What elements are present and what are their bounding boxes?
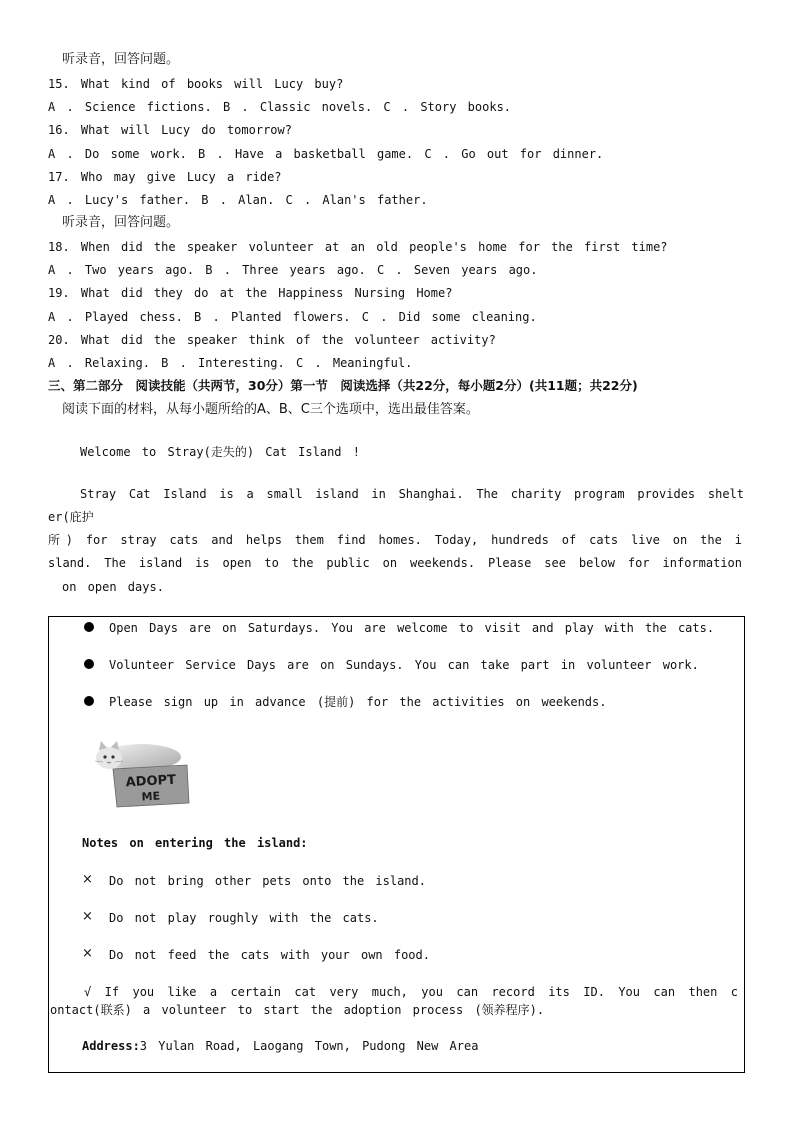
rule-no-rough-play: Do not play roughly with the cats. <box>109 911 379 925</box>
intro-line-4: sland. The island is open to the public on weekends. Please see below for information <box>48 556 742 570</box>
notice-box <box>48 616 745 1073</box>
question-16-options: A . Do some work. B . Have a basketball game. C . Go out for dinner. <box>48 147 604 161</box>
reading-instruction: 阅读下面的材料，从每小题所给的A、B、C三个选项中，选出最佳答案。 <box>62 402 479 417</box>
listening-instruction-2: 听录音，回答问题。 <box>62 215 180 230</box>
question-15-options: A . Science fictions. B . Classic novels. C . Story books. <box>48 100 512 114</box>
question-15: 15. What kind of books will Lucy buy? <box>48 77 344 91</box>
adopt-me-cat-image <box>89 741 197 809</box>
cross-icon: × <box>82 946 93 961</box>
adoption-note-line-1: √ If you like a certain cat very much, you can record its ID. You can then c <box>84 985 738 999</box>
bullet-icon <box>84 696 94 706</box>
question-20: 20. What did the speaker think of the volunteer activity? <box>48 333 496 347</box>
listening-instruction: 听录音，回答问题。 <box>62 52 180 67</box>
rule-no-feeding: Do not feed the cats with your own food. <box>109 948 430 962</box>
open-days-item: Open Days are on Saturdays. You are welcome to visit and play with the cats. <box>109 621 715 635</box>
question-19: 19. What did they do at the Happiness Nursing Home? <box>48 286 453 300</box>
cross-icon: × <box>82 909 93 924</box>
question-18-options: A . Two years ago. B . Three years ago. C . Seven years ago. <box>48 263 538 277</box>
intro-line-2: er(庇护 <box>48 510 94 524</box>
adoption-note-line-2: ontact(联系) a volunteer to start the adoption process (领养程序). <box>50 1003 545 1017</box>
bullet-icon <box>84 659 94 669</box>
question-20-options: A . Relaxing. B . Interesting. C . Meaningful. <box>48 356 413 370</box>
intro-line-1: Stray Cat Island is a small island in Shanghai. The charity program provides shelt <box>80 487 744 501</box>
section-header: 三、第二部分 阅读技能（共两节，30分）第一节 阅读选择（共22分，每小题2分）(共11题；共22分) <box>48 378 638 393</box>
sign-up-item: Please sign up in advance (提前) for the activities on weekends. <box>109 695 607 709</box>
address-line <box>82 1038 478 1054</box>
svg-text:ME: ME <box>141 789 161 804</box>
intro-line-5: on open days. <box>62 580 164 594</box>
intro-line-3: 所) for stray cats and helps them find homes. Today, hundreds of cats live on the i <box>48 533 742 547</box>
bullet-icon <box>84 622 94 632</box>
volunteer-days-item: Volunteer Service Days are on Sundays. You can take part in volunteer work. <box>109 658 699 672</box>
rule-no-pets: Do not bring other pets onto the island. <box>109 874 426 888</box>
svg-text:ADOPT: ADOPT <box>125 772 177 791</box>
question-18: 18. When did the speaker volunteer at an old people's home for the first time? <box>48 240 668 254</box>
question-16: 16. What will Lucy do tomorrow? <box>48 123 292 137</box>
address-label: Address: <box>82 1039 140 1053</box>
address-value: 3 Yulan Road, Laogang Town, Pudong New Area <box>139 1039 479 1053</box>
question-19-options: A . Played chess. B . Planted flowers. C . Did some cleaning. <box>48 310 537 324</box>
passage-title: Welcome to Stray(走失的) Cat Island ! <box>80 445 360 459</box>
question-17-options: A . Lucy's father. B . Alan. C . Alan's father. <box>48 193 428 207</box>
cross-icon: × <box>82 872 93 887</box>
notes-heading: Notes on entering the island: <box>82 836 308 850</box>
question-17: 17. Who may give Lucy a ride? <box>48 170 282 184</box>
